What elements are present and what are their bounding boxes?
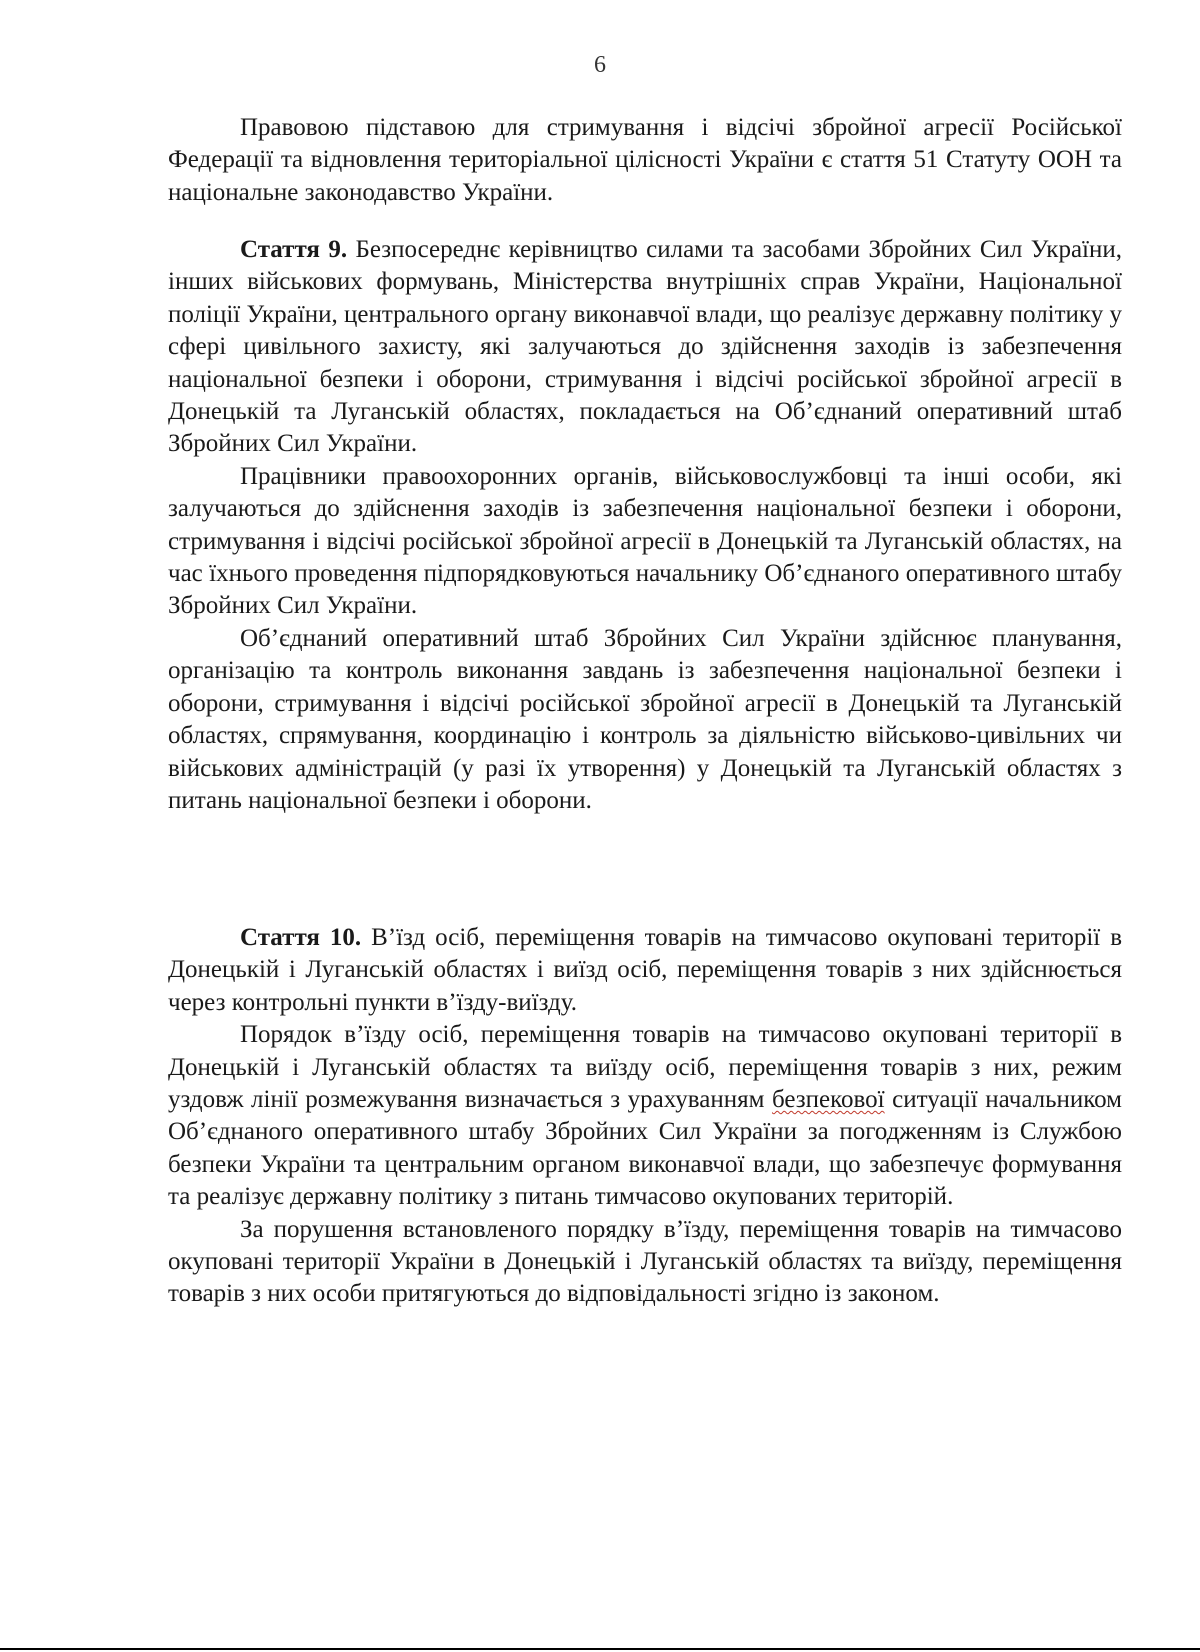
article-10-text-2b: ситуації начальником Об’єднаного оперативного штабу Збройних Сил України за погодженням із Службою безпеки України та центральним органом виконавчої влади, що забезпечує формування та реалізує державну політику з питань тимчасово окупованих територій. bbox=[168, 1086, 1122, 1211]
article-10-paragraph-3: За порушення встановленого порядку в’їзду, переміщення товарів на тимчасово окуповані території України в Донецькій і Луганській областях та виїзду, переміщення товарів з них особи притягуються до відповідальності згідно із законом. bbox=[168, 1215, 1122, 1308]
intro-block bbox=[168, 112, 1122, 209]
page-number: 6 bbox=[594, 52, 606, 78]
article-10-paragraph-2 bbox=[168, 1019, 1122, 1213]
article-10-block bbox=[168, 922, 1122, 1311]
article-9-title: Стаття 9. bbox=[240, 236, 348, 263]
page-bottom-border bbox=[0, 1648, 1200, 1650]
article-9-paragraph-3: Об’єднаний оперативний штаб Збройних Сил України здійснює планування, організацію та контроль виконання завдань із забезпечення національної безпеки і оборони, стримування і відсічі російської збройної агресії в Донецькій та Луганській областях, спрямування, координацію і контроль за діяльністю військово-цивільних чи військових адміністрацій (у разі їх утворення) у Донецькій та Луганській областях з питань національної безпеки і оборони. bbox=[168, 624, 1122, 814]
article-9-block bbox=[168, 234, 1122, 817]
article-9-paragraph-2: Працівники правоохоронних органів, військовослужбовці та інші особи, які залучаються до здійснення заходів із забезпечення національної безпеки і оборони, стримування і відсічі російської збройної агресії в Донецькій та Луганській областях, на час їхнього проведення підпорядковуються начальнику Об’єднаного оперативного штабу Збройних Сил України. bbox=[168, 462, 1122, 620]
article-10-title: Стаття 10. bbox=[240, 924, 362, 951]
article-9-paragraph-1 bbox=[168, 234, 1122, 461]
paragraph-legal-basis: Правовою підставою для стримування і відсічі збройної агресії Російської Федерації та відновлення територіальної цілісності України є стаття 51 Статуту ООН та національне законодавство України. bbox=[168, 114, 1122, 206]
article-10-text-1: В’їзд осіб, переміщення товарів на тимчасово окуповані території в Донецькій і Луганській областях і виїзд осіб, переміщення товарів з них здійснюється через контрольні пункти в’їзду-виїзду. bbox=[168, 924, 1122, 1016]
article-10-paragraph-1 bbox=[168, 922, 1122, 1019]
article-10-text-2a: Порядок в’їзду осіб, переміщення товарів на тимчасово окуповані території в Донецькій і Луганській областях та виїзду осіб, переміщення товарів з них, режим уздовж лінії розмежування визначається з урахуванням bbox=[168, 1021, 1122, 1114]
article-9-text-1: Безпосереднє керівництво силами та засобами Збройних Сил України, інших військових формувань, Міністерства внутрішніх справ України, Національної поліції України, центрального органу виконавчої влади, що реалізує державну політику у сфері цивільного захисту, які залучаються до здійснення заходів із забезпечення національної безпеки і оборони, стримування і відсічі російської збройної агресії в Донецькій та Луганській областях, покладається на Об’єднаний оперативний штаб Збройних Сил України. bbox=[168, 236, 1122, 458]
spellcheck-marked-word: безпекової bbox=[771, 1086, 885, 1114]
